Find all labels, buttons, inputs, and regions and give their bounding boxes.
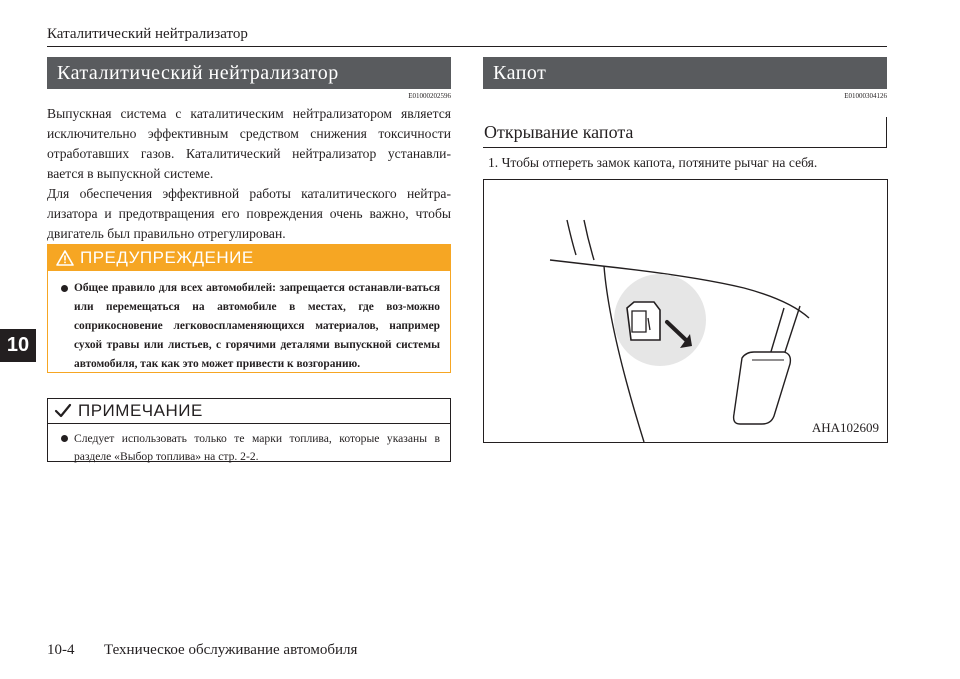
warning-body [48, 271, 450, 380]
page-footer [47, 642, 357, 659]
running-head: Каталитический нейтрализатор [47, 26, 248, 42]
warning-box [47, 244, 451, 373]
check-note-icon [54, 403, 72, 419]
note-title: ПРИМЕЧАНИЕ [78, 401, 203, 420]
bullet-icon [61, 285, 68, 292]
bullet-icon [61, 435, 68, 442]
warning-header [48, 245, 450, 271]
subheading-opening-hood: Открывание капота [483, 117, 887, 147]
page-number: 10-4 [47, 642, 75, 658]
hood-release-figure [483, 179, 888, 443]
warning-triangle-icon [56, 250, 74, 266]
note-text: Следует использовать только те марки топлива, которые указаны в разделе «Выбор топлива» на стр. 2-2. [74, 432, 440, 463]
note-body [48, 424, 450, 470]
warning-text: Общее правило для всех автомобилей: запрещается останавли-ваться или перемещаться на автомобиле в местах, где воз-можно соприкосновение легковоспламеняющихся материалов, например сухой травы или листьев, с горячими деталями выпускной системы автомобиля, так как это может привести к возгоранию. [74, 282, 440, 370]
intro-text [47, 104, 451, 244]
doc-code-right: E01000304126 [844, 92, 887, 100]
hood-release-lever-illustration [484, 180, 887, 442]
header-rule [47, 46, 887, 47]
chapter-tab[interactable]: 10 [0, 329, 36, 362]
section-title-catalytic-converter: Каталитический нейтрализатор [47, 57, 451, 89]
note-box [47, 398, 451, 462]
step-1: 1. Чтобы отпереть замок капота, потяните рычаг на себя. [488, 155, 818, 170]
doc-code-left: E01000202596 [408, 92, 451, 100]
paragraph-2: Для обеспечения эффективной работы каталитического нейтра-лизатора и предотвращения его повреждения очень важно, чтобы двигатель был правильно отрегулирован. [47, 186, 451, 241]
figure-code: AHA102609 [811, 420, 879, 435]
note-header [48, 399, 450, 424]
footer-section: Техническое обслуживание автомобиля [104, 642, 358, 658]
section-title-hood: Капот [483, 57, 887, 89]
warning-title: ПРЕДУПРЕЖДЕНИЕ [80, 248, 254, 267]
paragraph-1: Выпускная система с каталитическим нейтрализатором является исключительно эффективным средством снижения токсичности отработавших газов. Каталитический нейтрализатор устанавли-вается в выпускной системе. [47, 106, 451, 181]
subheading-rule [483, 147, 887, 148]
